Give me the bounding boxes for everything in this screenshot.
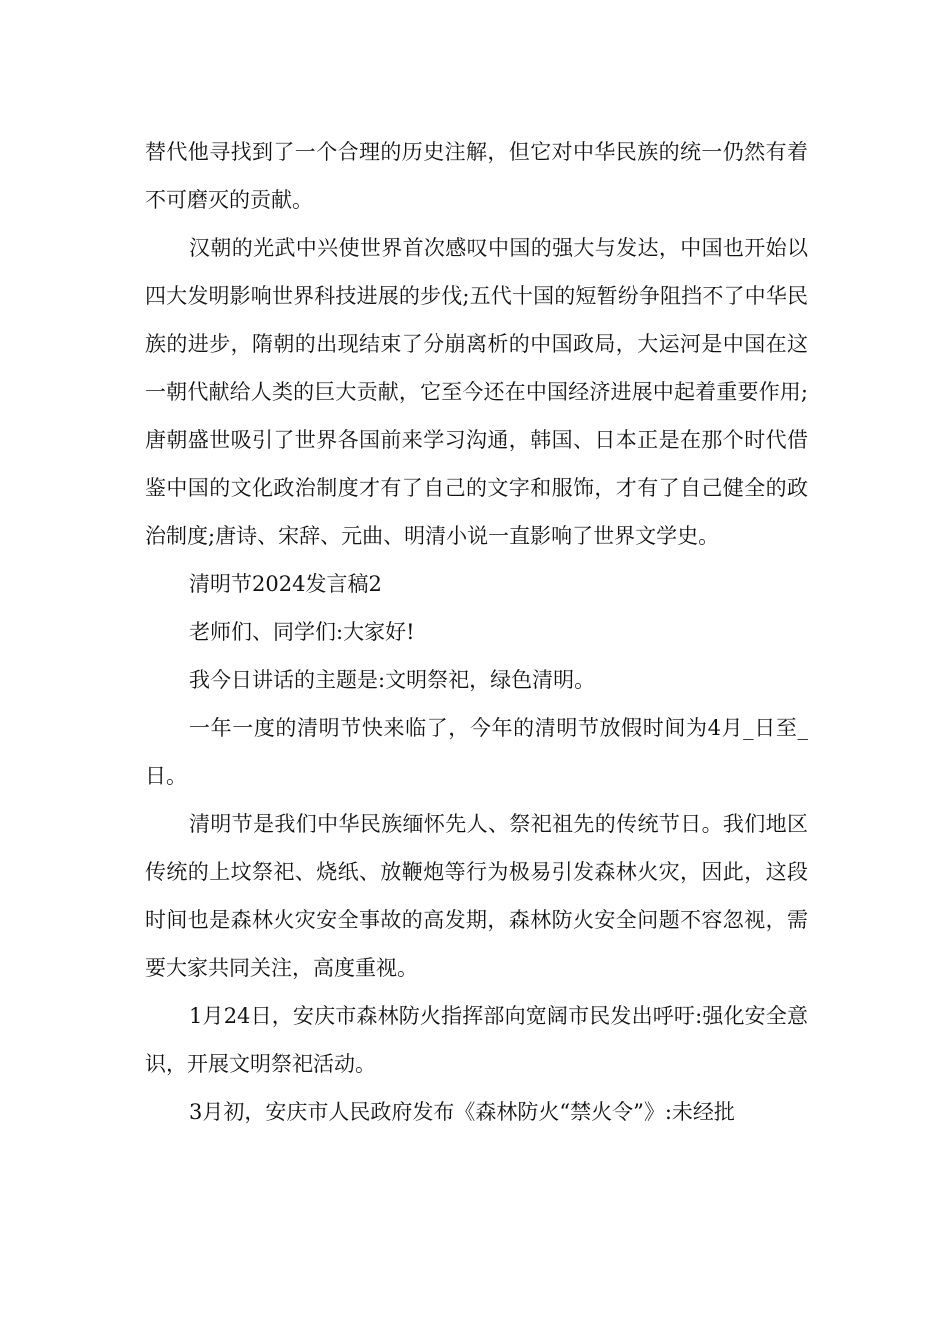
paragraph-appeal: 1月24日，安庆市森林防火指挥部向宽阔市民发出呼吁:强化安全意识，开展文明祭祀活动。 <box>145 1004 808 1076</box>
paragraph-fire-safety: 清明节是我们中华民族缅怀先人、祭祀祖先的传统节日。我们地区传统的上坟祭祀、烧纸、放鞭炮等行为极易引发森林火灾，因此，这段时间也是森林火灾安全事故的高发期，森林防火安全问题不容忽视，需要大家共同关注，高度重视。 <box>145 812 808 980</box>
paragraph-2: 汉朝的光武中兴使世界首次感叹中国的强大与发达，中国也开始以四大发明影响世界科技进展的步伐;五代十国的短暂纷争阻挡不了中华民族的进步，隋朝的出现结束了分崩离析的中国政局，大运河是中国在这一朝代献给人类的巨大贡献，它至今还在中国经济进展中起着重要作用;唐朝盛世吸引了世界各国前来学习沟通，韩国、日本正是在那个时代借鉴中国的文化政治制度才有了自己的文字和服饰，才有了自己健全的政治制度;唐诗、宋辞、元曲、明清小说一直影响了世界文学史。 <box>145 236 808 548</box>
paragraph-holiday: 一年一度的清明节快来临了，今年的清明节放假时间为4月_日至_日。 <box>145 716 808 788</box>
speech-topic: 我今日讲话的主题是:文明祭祀，绿色清明。 <box>189 668 596 692</box>
document-body <box>145 128 808 1136</box>
greeting: 老师们、同学们:大家好! <box>189 620 415 644</box>
paragraph-1: 替代他寻找到了一个合理的历史注解，但它对中华民族的统一仍然有着不可磨灭的贡献。 <box>145 140 808 212</box>
paragraph-fire-ban: 3月初，安庆市人民政府发布《森林防火“禁火令”》:未经批 <box>189 1100 735 1124</box>
section-heading: 清明节2024发言稿2 <box>189 572 382 596</box>
